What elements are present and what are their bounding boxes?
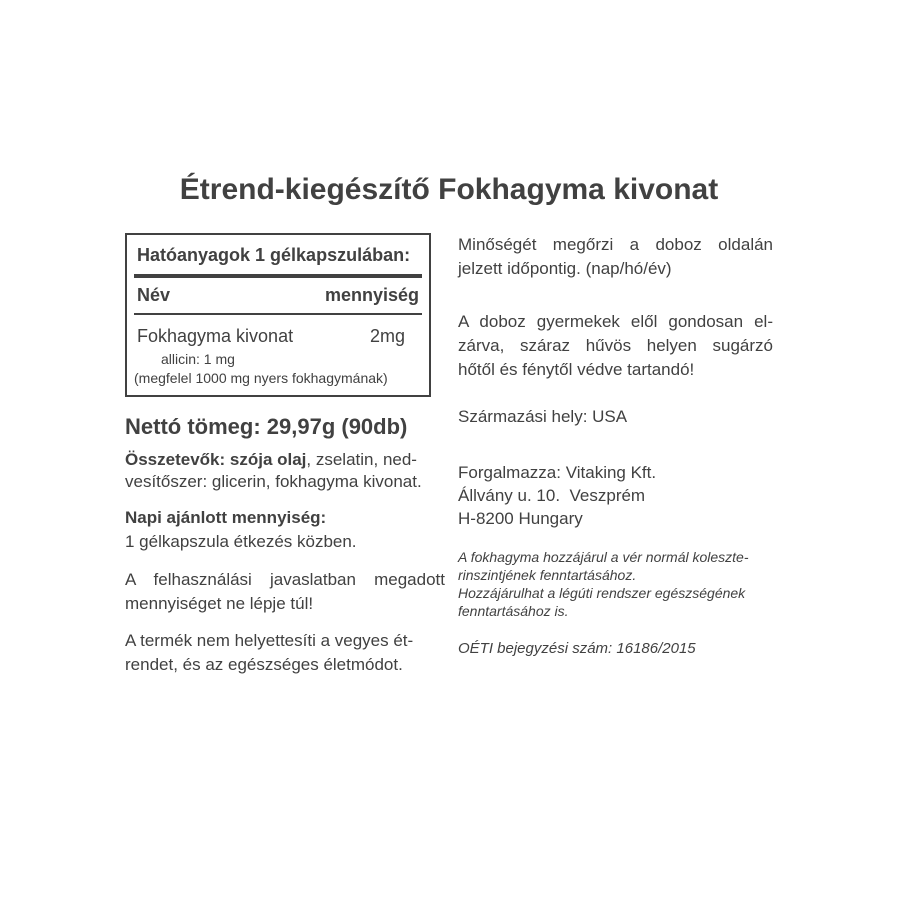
health-claim-line-2: rinszintjének fenntartásához.	[458, 567, 637, 583]
facts-column-headers	[127, 278, 429, 313]
ingredients-line-1	[125, 449, 445, 471]
quality-note-line-2: jelzett időpontig. (nap/hó/év)	[458, 259, 672, 278]
health-claim-line-4: fenntartásához is.	[458, 603, 569, 619]
facts-header: Hatóanyagok 1 gélkapszulában:	[137, 245, 411, 265]
right-column	[458, 233, 773, 677]
ingredients-paragraph	[125, 449, 445, 493]
facts-col-name: Név	[137, 285, 171, 305]
supplement-facts-table	[125, 233, 431, 397]
distributor-address: Állvány u. 10. Veszprém	[458, 486, 646, 505]
quality-note-line-1: Minőségét megőrzi a doboz oldalán	[458, 235, 773, 254]
diet-warning	[125, 629, 445, 677]
usage-warning	[125, 568, 445, 616]
health-claim-line-1: A fokhagyma hozzájárul a vér normál koleszte-	[458, 549, 749, 565]
diet-warning-line-2: rendet, és az egészséges életmódot.	[125, 655, 403, 674]
daily-dose-heading: Napi ajánlott mennyiség:	[125, 508, 327, 527]
distributor-name: Forgalmazza: Vitaking Kft.	[458, 463, 657, 482]
ingredient-equivalence-note: (megfelel 1000 mg nyers fokhagymának)	[134, 370, 388, 386]
left-column	[125, 233, 445, 677]
distributor-postal: H-8200 Hungary	[458, 509, 583, 528]
storage-note	[458, 310, 773, 382]
daily-dose-text: 1 gélkapszula étkezés közben.	[125, 532, 357, 551]
usage-warning-line-1: A felhasználási javaslatban megadott	[125, 570, 445, 589]
ingredients-line-2: vesítőszer: glicerin, fokhagyma kivonat.	[125, 472, 422, 491]
origin-of-country: Származási hely: USA	[458, 407, 628, 426]
facts-ingredient-row	[127, 315, 429, 348]
ingredients-lead: Összetevők: szója olaj	[125, 450, 307, 469]
supplement-label	[125, 170, 773, 677]
net-weight: Nettó tömeg: 29,97g (90db)	[125, 414, 408, 439]
health-claims	[458, 548, 773, 620]
ingredient-name: Fokhagyma kivonat	[137, 326, 294, 346]
facts-col-amount: mennyiség	[324, 285, 419, 305]
ingredient-amount: 2mg	[369, 326, 405, 346]
health-claim-line-3: Hozzájárulhat a légúti rendszer egészségének	[458, 585, 746, 601]
label-columns	[125, 233, 773, 677]
product-title: Étrend-kiegészítő Fokhagyma kivonat	[179, 173, 719, 206]
usage-warning-line-2: mennyiséget ne lépje túl!	[125, 594, 314, 613]
quality-note	[458, 233, 773, 281]
distributor-block	[458, 461, 773, 530]
storage-note-line-1: A doboz gyermekek elől gondosan el-	[458, 312, 773, 331]
ingredient-sub-component: allicin: 1 mg	[161, 351, 235, 367]
diet-warning-line-1: A termék nem helyettesíti a vegyes ét-	[125, 631, 414, 650]
registration-number: OÉTI bejegyzési szám: 16186/2015	[458, 640, 696, 657]
ingredients-rest: , zselatin, ned-	[306, 450, 417, 469]
storage-note-line-2: zárva, száraz hűvös helyen sugárzó	[458, 336, 773, 355]
daily-dose-block	[125, 506, 445, 554]
storage-note-line-3: hőtől és fénytől védve tartandó!	[458, 360, 695, 379]
